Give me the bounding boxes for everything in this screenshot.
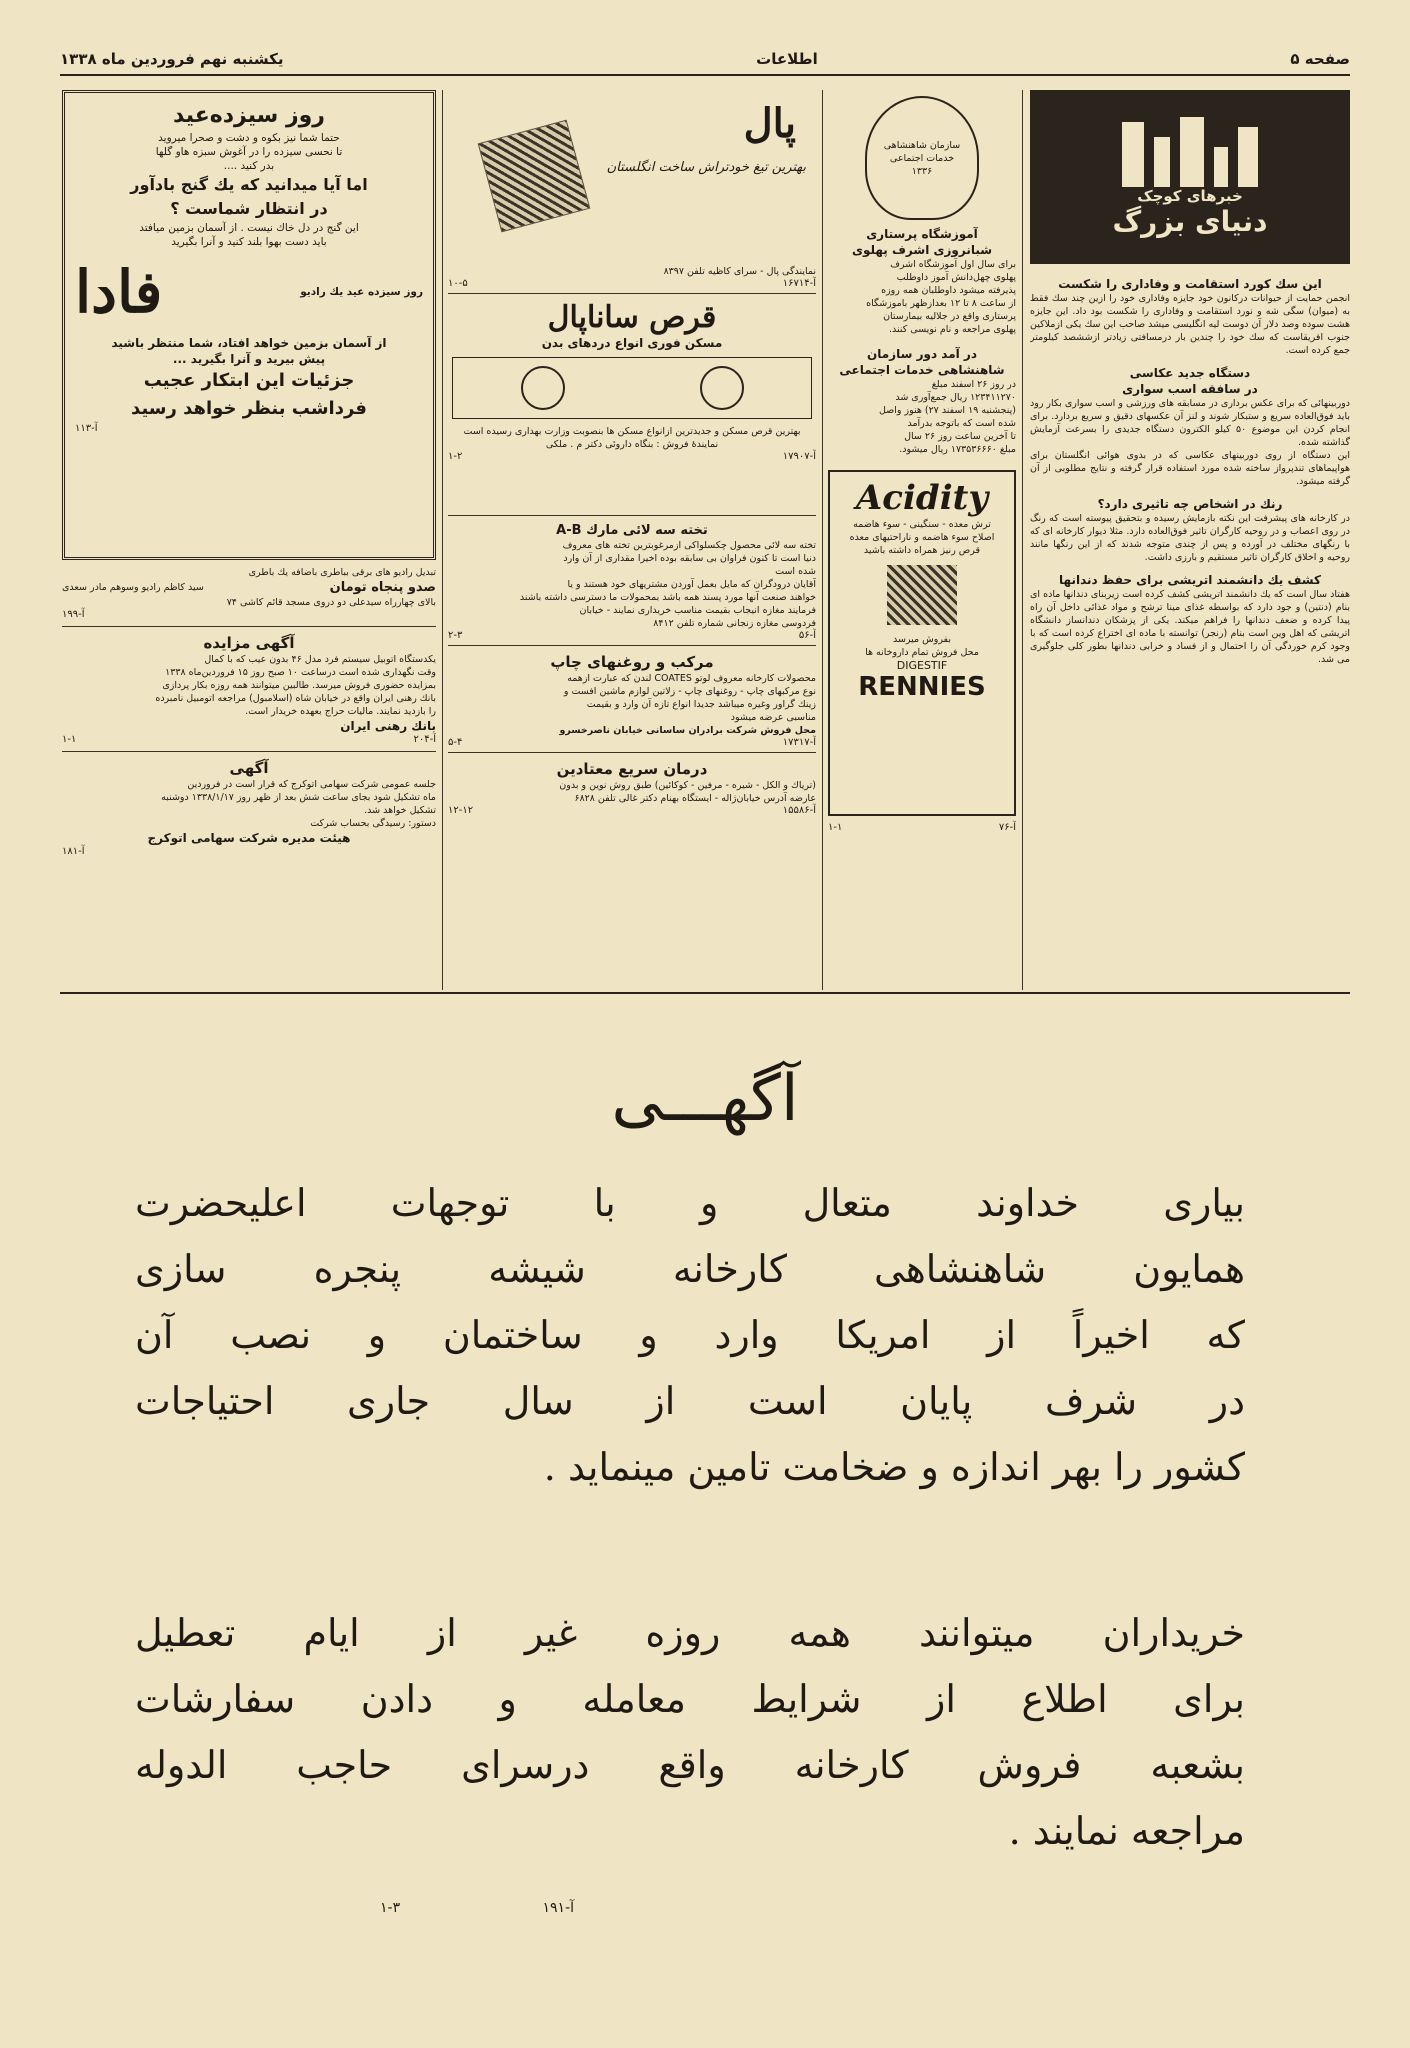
main-ad-code [380,1900,574,1916]
emblem-text: سازمان شاهنشاهی خدمات اجتماعی ۱۳۳۶ [883,139,961,177]
page-header [60,44,1350,76]
ad-line: فرمایند مغازه انیجاب بقیمت مناسب خریداری نمایند - خیابان [579,605,816,616]
ad-code-row [828,822,1016,833]
ad-code: ۱-۳ [380,1900,401,1916]
ad-headline-en: Acidity [855,478,989,518]
ad-line: ترش معده - سنگینی - سوء هاضمه [853,519,991,530]
main-ad-line: بشعبه فروش کارخانه واقع درسرای حاجب الدوله [135,1743,1245,1787]
ad-line: بالای چهارراه سیدعلی دو دروی مسجد قائم کاشی ۷۴ [226,597,436,608]
news-body: انجمن حمایت از حیوانات درکانون خود جایزه وفاداری خود را ازین چند سك فقط به (میوان) سگی شه و نورد استقامت و وفاداری را شکست بود داد. این جایزه هشت سوده وصد دلار آن دوست لیه انگلیسی میشد صاحب این سك یکی ازملاکین جنوب افریقاست که سك خود را چندین بار درمسافتی زیادتر ازششصد کیلومتر جمع کرده است. [1030,293,1350,356]
ad-line: را بازدید نمایند. مالیات حراج بعهده خریدار است. [245,706,436,717]
news-headline: کشف یك دانشمند اتریشی برای حفظ دندانها [1059,573,1321,587]
news-line: شده است که باتوجه بدرآمد [907,418,1016,429]
ad-code: آ-۲۰۴ [413,734,436,745]
ad-line: از ساعت ۸ تا ۱۲ بعدازظهر باموزشگاه [866,298,1016,309]
main-ad-line: در شرف پایان است از سال جاری احتیاجات [135,1379,1245,1423]
main-ad-line: بیاری خداوند متعال و با توجهات اعلیحضرت [135,1181,1245,1225]
ad-code-row [448,630,816,641]
ad-brand: پال [743,100,796,147]
ad-line: بانك رهنی ایران واقع در خیابان شاه (اسلامبول) مراجعه اتومبیل نامبرده [155,693,436,704]
ad-code: ۱-۲ [448,451,463,462]
ad-line: جزئیات این ابتکار عجیب [143,370,355,391]
news-line: تا آخرین ساعت روز ۲۶ سال [904,431,1016,442]
ad-line: نمایندۀ فروش : بنگاه داروئی دکتر م . ملکی [545,439,719,450]
sanapal-ad [448,293,816,515]
autokaraj-notice [62,752,436,863]
news-line: مبلغ ۱۷۳۵۳۶۶۶۰ ریال میشود. [899,444,1016,455]
ad-code-row [448,278,816,289]
column-rule [1022,90,1023,990]
news-body: هفتاد سال است که یك دانشمند اتریشی کشف کرده است زیربنای دندانها ماده ای بنام (دنتین) و جود دارد که بواسطه غذای مینا ترشح و مواد غذائی داخل آن راه پیدا کرده و ضعف دندانها را فراهم میکند. یکی از پزشکان دندانساز دانشگاه اتریشی که اهل وین است بنام (رنجر) توانسته با ماده ای اختراع کرده است که با وجود کرم خوردگی آن را احتمال و از فساد و خرابی دندانها بطور کلی جلوگیری می شد. [1030,589,1350,665]
ad-line: مناسبی عرضه میشود [730,712,816,723]
ad-line: وقت نگهداری شده است درساعت ۱۰ صبح روز ۱۵ فروردین‌ماه ۱۳۳۸ [165,667,436,678]
main-ad-line: برای اطلاع از شرایط معامله و دادن سفارشات [135,1677,1245,1721]
ad-line: نمایندگی پال - سرای کاظیه تلفن ۸۳۹۷ [663,266,816,277]
main-ad-line: همایون شاهنشاهی کارخانه شیشه پنجره سازی [135,1247,1245,1291]
column-rule [822,90,823,990]
brand-row [75,257,423,327]
ad-line: این گنج در دل خاك نیست . از آسمان بزمین میافتد [139,222,359,234]
ad-code: آ-۱۶۷۱۴ [782,278,816,289]
ad-slogan: بهترین تیغ خودتراش ساخت انگلستان [606,160,806,175]
ad-signature: بانك رهنی ایران [340,719,436,733]
ad-line: بمزایده حضوری فروش میرسد. طالبین میتوانند همه روزه بکار پردازی [162,680,436,691]
ad-line: پرستاری واقع در جلالیه بیمارستان [883,311,1016,322]
ad-line: محصولات کارخانه معروف لوتو COATES لندن که عبارت ازهمه [567,673,816,684]
ad-line: (تریاك و الکل - شیره - مرفین - کوکائین) طبق روش نوین و بدون [559,780,816,791]
emblem-icon [865,96,979,220]
ad-line: یکدستگاه اتوبیل سیستم فرد مدل ۴۶ بدون عیب که با کمال [204,654,436,665]
ad-code: آ-۷۶ [998,822,1016,833]
ad-code-row [62,734,436,745]
ad-line: حتما شما نیز بکوه و دشت و صحرا میروید [158,132,340,144]
column-rule [442,90,443,990]
ad-line: پیش بیرید و آنرا بگیرید ... [172,352,326,366]
ad-title: آگهی مزایده [203,634,295,652]
ad-code: آ-۱۷۹۰۷ [782,451,816,462]
ad-title: روز سیزده‌عید [173,103,325,128]
ad-brand: فادا [75,258,163,326]
ad-code: ۱-۱ [828,822,843,833]
plywood-ad [448,515,816,641]
fada-radio-ad [62,90,436,560]
small-news-column [1030,90,1350,990]
ad-code: آ-۱۷۳۱۷ [782,737,816,748]
ad-line: آقایان درودگران که مایل بعمل آوردن مشتریهای خود هستند و یا [567,579,816,590]
printing-ink-ad [448,645,816,748]
ad-signature: هیئت مدیره شرکت سهامی اتوکرج [147,831,351,845]
ad-code-row [448,805,816,816]
ad-code: آ-۱۸۱ [62,846,85,857]
ad-title: مرکب و روغنهای چاپ [550,653,714,671]
ad-line: قرص رنیز همراه داشته باشید [863,545,981,556]
ad-code: آ-۱۹۹ [62,609,85,620]
main-ad-paragraph-2 [135,1600,1245,1864]
news-headline: دستگاه جدید عکاسی [1129,366,1251,380]
ad-line: شده است [775,566,816,577]
ad-code: آ-۵۶ [798,630,816,641]
ad-line: خواهند صنعت آنها مورد پسند همه باشد بمحمولات ما دسترسی داشته باشند [519,592,816,603]
ad-line: برای سال اول آموزشگاه اشرف [890,259,1016,270]
addiction-treatment-ad [448,752,816,816]
ad-code: آ-۱۱۳ [75,423,98,434]
ad-code: ۵-۴ [448,737,463,748]
ad-line: پذیرفته میشود داوطلبان همه روزه [881,285,1016,296]
issue-date: یکشنبه نهم فروردین ماه ۱۳۳۸ [60,50,284,68]
ad-brand: RENNIES [858,672,986,702]
news-headline: این سك کورد استقامت و وفاداری را شکست [1058,277,1322,291]
news-line: (پنجشنبه ۱۹ اسفند ۲۷) هنوز واصل [878,405,1016,416]
small-news-banner [1030,90,1350,264]
ad-subbrand: DIGESTIF [896,659,948,672]
ad-line: دنیا است تا کنون فراوان بی سابقه بوده اخیرا مقداری از آن وارد [563,553,816,564]
ad-line: تبدیل رادیو های برقی بباطری باضافه یك باطری [248,567,436,578]
ad-code: ۱۰-۵ [448,278,468,289]
news-body: دوربینهائی که برای عکس برداری در مسابقه های ورزشی و اسب سواری بکار رود باید فوق‌العاده سریع و ستبکار شوند و لنز آن عکسهای دقیق و سریع بردارد. برای انجام کردن این موضوع ۵۰ کیلو الکترون دستگاه جدیدی را بسرعت آزمایش گذاشته شده. [1030,398,1350,448]
ad-code: ۱۲-۱۲ [448,805,474,816]
ads-column-left [62,90,436,990]
section-rule [60,992,1350,994]
ad-slogan: مسکن فوری انواع دردهای بدن [541,336,723,350]
ad-code: آ-۱۵۵۸۶ [782,805,816,816]
news-subheadline: در سافقه اسب سواری [1122,382,1258,396]
ad-code-row [448,451,816,462]
ad-line: در انتظار شماست ؟ [170,199,328,218]
ad-line: فردوسی مغازه زنجانی شماره تلفن ۸۴۱۲ [653,618,816,629]
ad-code: ۱-۱ [62,734,77,745]
news-headline: در آمد دور سازمان [867,347,977,361]
ad-line: تخته سه لائی محصول چکسلواکی ازمرغوبترین تخته های معروف [562,540,816,551]
banner-title: دنیای بزرگ [1112,204,1268,238]
ad-subtitle: شبانروزی اشرف پهلوی [851,243,993,257]
radio-conversion-ad [62,560,436,627]
ad-line: تشکیل خواهد شد. [364,805,436,816]
ad-line: بدر کنید .... [223,160,275,172]
ad-line: نوع مرکبهای چاپ - روغنهای چاپ - زلاتین لوازم ماشین افست و [563,686,816,697]
ad-line: محل فروش شرکت برادران ساسانی خیابان ناصرخسرو [559,725,816,736]
nursing-school-column [828,90,1016,990]
ad-line: دستور: رسیدگی بحساب شرکت [310,818,436,829]
ad-title: آگهی [229,759,269,777]
ad-line: باید دست بهوا بلند کنید و آنرا بگیرید [171,236,327,248]
main-ad-line: که اخیراً از امریکا وارد و ساختمان و نصب آن [135,1313,1245,1357]
news-body: این دستگاه از روی دوربینهای عکاسی که در بدوی هوائی انگلستان برای هواپیماهای تندپرواز ساخته شده مورد استفاده قرار گرفته و نتایج مطلوبی از آن گرفته میشود. [1030,450,1350,487]
page-number: صفحه ۵ [1290,50,1350,68]
ad-title: درمان سریع معتادین [556,760,708,778]
news-body: در کارخانه های پیشرفت این نکته بازمایش رسیده و بتحقیق پیوسته است که رنگ در روی اعصاب و در روحیه کارگران تاثیر فوق‌العاده دارد. مثلا دیوار کارخانه ای که با رنگهای مختلف در آورده و پس از چندی متوجه شدند که از این رنگها مانند روحیه و اخلاق کارگران تاثیر مستقیم و بارزی داشت. [1030,513,1350,563]
ad-line: بهترین قرص مسکن و جدیدترین ازانواع مسکن ها بنصوبت وزارت بهداری رسیده است [463,426,801,437]
ad-code: آ-۱۹۱ [542,1900,575,1916]
ad-line: جلسه عمومی شرکت سهامی اتوکرج که قرار است در فروردین [187,779,436,790]
main-ad-line: کشور را بهر اندازه و ضخامت تامین مینماید . [543,1445,1245,1489]
main-ad-title: آگهـــی [611,1062,799,1136]
ad-code: ۲-۳ [448,630,463,641]
auction-ad [62,627,436,752]
main-ad-line: مراجعه نمایند . [1008,1809,1245,1853]
ad-line: اما آیا میدانید که یك گنج بادآور [130,175,368,194]
banner-subtitle: خبرهای کوچک [1137,186,1243,205]
skyline-illustration [1122,117,1258,187]
ad-line: روز سیزده عید یك رادیو [300,286,423,298]
ad-line: پهلوی مراجعه و نام نویسی کنند. [889,324,1016,335]
main-ad-line: خریداران میتوانند همه روزه غیر از ایام تعطیل [135,1611,1245,1655]
ad-code-row [448,737,816,748]
ad-line: فرداشب بنظر خواهد رسید [131,398,367,419]
ad-line: ماه تشکیل شود بجای ساعت شش بعد از ظهر روز ۱۳۳۸/۱/۱۷ دوشنبه [161,792,436,803]
ad-brand: قرص ساناپال [547,300,717,335]
ad-title: آموزشگاه پرستاری [866,227,978,241]
ads-column-middle [448,90,816,990]
news-headline: رنك در اشخاص چه تاثیری دارد؟ [1097,497,1283,511]
ad-line: محل فروش تمام داروخانه ها [865,647,979,658]
main-ad-paragraph [135,1170,1245,1500]
ad-line: تا نحسی سیزده را در آغوش سبزه هاو گلها [155,146,343,158]
razor-blade-icon [478,120,591,233]
ad-line: زینك گراور وغیره میباشد جدیدا انواع تازه آن وارد و بقیمت [586,699,816,710]
ad-title: تخته سه لائی مارك A-B [556,523,708,538]
tablet-pack-icon [887,565,957,625]
newspaper-name: اطلاعات [756,50,818,68]
news-line: در روز ۲۶ اسفند مبلغ [931,379,1016,390]
pill-box-icon [452,357,812,419]
news-headline: شاهنشاهی خدمات اجتماعی [839,363,1005,377]
ad-line: سید کاظم رادیو وسوهم مادر سعدی [62,582,204,593]
ad-line: عارضه آدرس خیابان‌ژاله - ایستگاه بهنام دکتر غالی تلفن ۶۸۲۸ [574,793,816,804]
news-line: ۱۲۳۴۱۱۲۷۰ ریال جمع‌آوری شد [895,392,1016,403]
ad-line: پهلوی چهل‌دانش آموز داوطلب [896,272,1016,283]
ad-line: از آسمان بزمین خواهد افتاد، شما منتظر باشید [111,336,387,350]
ad-title: صدو پنجاه تومان [329,580,436,595]
pal-razor-ad [448,90,816,265]
ad-line: اصلاح سوء هاضمه و ناراحتیهای معده [849,532,995,543]
rennies-ad [828,470,1016,816]
ad-title-row [62,579,436,596]
ad-line: بفروش میرسد [892,634,952,645]
